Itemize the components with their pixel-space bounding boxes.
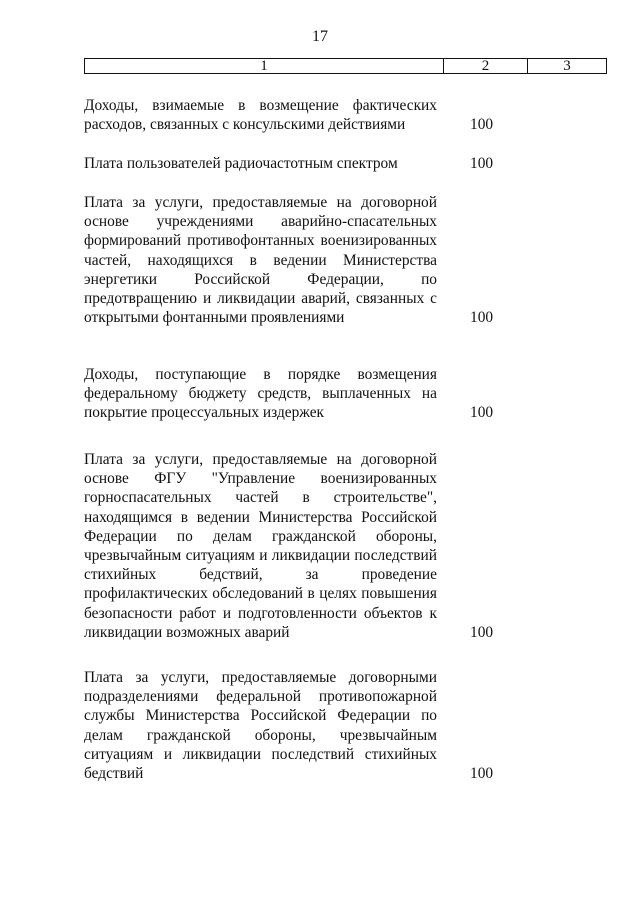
table-row [84, 96, 606, 134]
row-value: 100 [470, 309, 494, 327]
table-row [84, 154, 606, 173]
row-value: 100 [470, 765, 494, 783]
row-description: Доходы, взимаемые в возмещение фактических расходов, связанных с консульскими действиями [84, 97, 437, 134]
row-value: 100 [470, 404, 494, 422]
row-value: 100 [470, 623, 494, 641]
column-header-3: 3 [528, 59, 607, 74]
page-number: 17 [312, 28, 328, 45]
row-description: Плата за услуги, предоставляемые на договорной основе ФГУ "Управление военизированных горноспасательных частей в строительстве", находящимся в ведении Министерства Российской Федерации по делам гражданской обороны, чрезвычайным ситуациям и ликвидации последствий стихийных бедствий, за проведение профилактических обследований в целях повышения безопасности работ и подготовленности объектов к ликвидации возможных аварий [84, 451, 437, 641]
column-header-1: 1 [85, 59, 444, 74]
row-description: Плата за услуги, предоставляемые на договорной основе учреждениями аварийно-спасательных формирований противофонтанных военизированных частей, находящихся в ведении Министерства энергетики Российской Федерации, по предотвращению и ликвидации аварий, связанных с открытыми фонтанными проявлениями [84, 194, 437, 327]
table-row [84, 193, 606, 327]
table-row [84, 365, 606, 423]
row-value: 100 [470, 155, 494, 172]
column-header-table [84, 58, 607, 74]
row-description: Плата пользователей радиочастотным спектром [84, 155, 398, 172]
column-header-2: 2 [444, 59, 528, 74]
row-value: 100 [470, 116, 494, 134]
table-row [84, 668, 606, 783]
table-row [84, 450, 606, 642]
row-description: Доходы, поступающие в порядке возмещения федеральному бюджету средств, выплаченных на покрытие процессуальных издержек [84, 366, 437, 422]
row-description: Плата за услуги, предоставляемые договорными подразделениями федеральной противопожарной службы Министерства Российской Федерации по делам гражданской обороны, чрезвычайным ситуациям и ликвидации последствий стихийных бедствий [84, 669, 437, 783]
